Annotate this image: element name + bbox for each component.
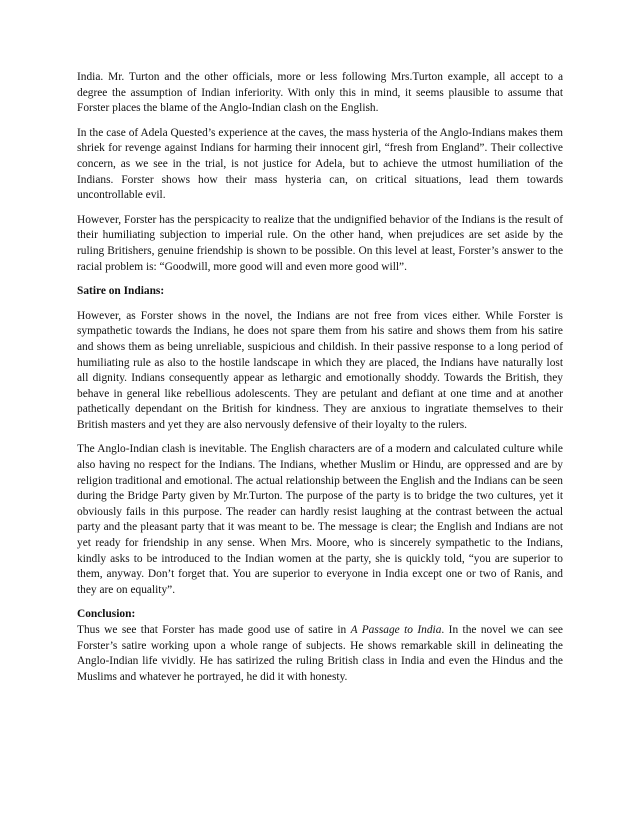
paragraph-officials: India. Mr. Turton and the other officials, more or less following Mrs.Turton example, all accept to a degree the assumption of Indian inferiority. With only this in mind, it seems plausible to assume that Forster places the blame of the Anglo-Indian clash on the English.: [77, 71, 563, 115]
document-page: [77, 70, 563, 694]
conclusion-text-start: Thus we see that Forster has made good use of satire in: [77, 624, 351, 636]
paragraph-adela-caves: In the case of Adela Quested’s experience at the caves, the mass hysteria of the Anglo-Indians makes them shriek for revenge against Indians for harming their innocent girl, “fresh from England”. Their collective concern, as we see in the trial, is not justice for Adela, but to achieve the utmost humiliation of the Indians. Forster shows how their mass hysteria can, on critical situations, lead them towards uncontrollable evil.: [77, 126, 563, 202]
paragraph-anglo-indian-clash: The Anglo-Indian clash is inevitable. The English characters are of a modern and calculated culture while also having no respect for the Indians. The Indians, whether Muslim or Hindu, are oppressed and are by religion traditional and emotional. The actual relationship between the English and the Indians can be seen during the Bridge Party given by Mr.Turton. The purpose of the party is to bridge the two cultures, yet it obviously fails in this purpose. The reader can hardly resist laughing at the contrast between the actual party and the pleasant party that it was meant to be. The message is clear; the English and Indians are not yet ready for friendship in any sense. When Mrs. Moore, who is sincerely sympathetic to the Indians, kindly asks to be introduced to the Indian women at the party, she is quickly told, “you are superior to them, anyway. Don’t forget that. You are superior to everyone in India except one or two of Ranis, and they are on equality”.: [77, 443, 563, 596]
novel-title: A Passage to India: [350, 624, 442, 636]
paragraph-conclusion: [77, 623, 563, 685]
heading-satire-on-indians: Satire on Indians:: [77, 285, 165, 298]
conclusion-text-end: . In the novel we can see Forster’s satire working upon a whole range of subjects. He shows remarkable skill in delineating the Anglo-Indian life vividly. He has satirized the ruling British class in India and even the Hindus and the Muslims and whatever he portrayed, he did it with honesty.: [77, 624, 563, 683]
paragraph-indian-vices: However, as Forster shows in the novel, the Indians are not free from vices either. While Forster is sympathetic towards the Indians, he does not spare them from his satire and shows them from his satire and shows them as being unreliable, suspicious and childish. In their passive response to a long period of humiliating rule as also to the hostile landscape in which they are placed, the Indians have naturally lost all dignity. Indians consequently appear as lethargic and emotionally shoddy. Towards the British, they behave in general like rebellious adolescents. They are petulant and defiant at one time and at another pathetically dependant on the British for kindness. They are anxious to ingratiate themselves to their British masters and yet they are also nervously defensive of their loyalty to the rulers.: [77, 309, 563, 431]
paragraph-perspicacity: However, Forster has the perspicacity to realize that the undignified behavior of the Indians is the result of their humiliating subjection to imperial rule. On the other hand, when prejudices are set aside by the ruling Britishers, genuine friendship is shown to be possible. On this level at least, Forster’s answer to the racial problem is: “Goodwill, more good will and even more good will”.: [77, 213, 563, 273]
heading-conclusion: Conclusion:: [77, 608, 136, 621]
